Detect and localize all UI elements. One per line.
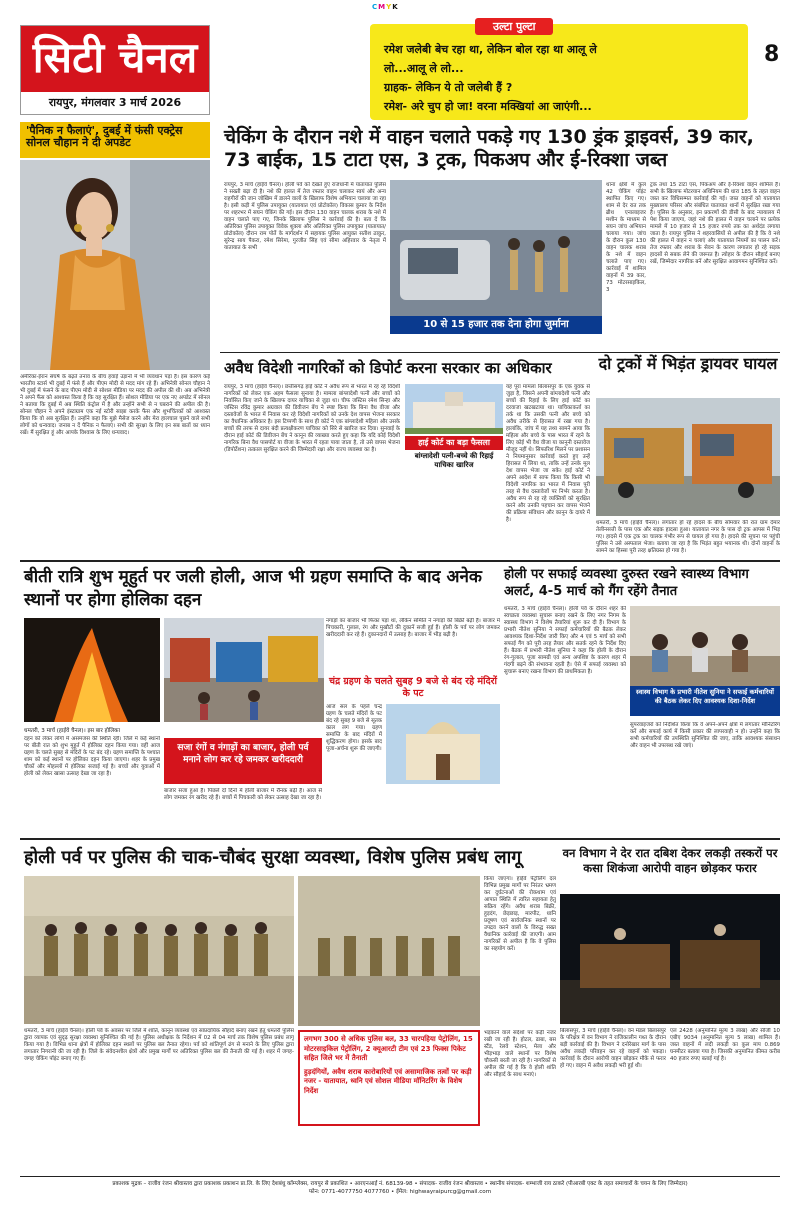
court-photo — [405, 384, 503, 434]
ulta-pulta-line-4: रमेश- अरे चुप हो जा! वरना मक्खियां आ जाएंगी... — [384, 100, 592, 113]
masthead-title: सिटी चैनल — [21, 26, 209, 92]
forest-body-right: एल 2428 (अनुमानित मूल्य 3 लाख) और सीजी 10 एबीए 9034 (अनुमानित मूल्य 5 लाख) शामिल हैं। जब्त वाहनों में लदी लकड़ी का कुल माप 0.869 घनमीटर बताया गया है। जिसकी अनुमानित कीमत करीब 40 हजार रुपए बताई गई है। — [670, 1028, 780, 1062]
checking-body-right: ट्रक तथा 15 टाटा एस, पिकअप और ई-रिक्शा वाहन शामिल हैं। सभी के खिलाफ मोटरयान अधिनियम की धारा 185 के तहत वाहन जब्त कर विधिसम्मत कार्रवाई की गई। जब्त वाहनों को यातायात मुख्यालय परिसर और संबंधित यातायात थानों में सुरक्षित रखा गया है। पुलिस के अनुसार, इन प्रकरणों की डीसी के बाद न्यायालय में पेश किया जाएगा, जहां नशे की हालत में वाहन चलाने पर प्रत्येक मामले में 10 हजार से 15 हजार रुपये तक का अर्थदंड लगाया जाता है। रायपुर पुलिस ने शहरवासियों से अपील की है कि वे नशे की हालत में वाहन न चलाएं और यातायात नियमों का पालन करें। तेज रफ्तार और शराब के सेवन के कारण लगातार हो रहे सड़क हादसों से सबक लेने की जरूरत है। त्योहार के दौरान सौहार्द बनाए रखें, जिम्मेदार नागरिक बनें और सुरक्षित आवागमन सुनिश्चित करें। — [650, 182, 780, 265]
holika-body-mid: नगाड़ों का बाजार भी फिका पड़ा था, लेकिन समिति ने नगाड़ों की बिक्री बढ़ी है। बाजार में पिचकारी, गुलाल, रंग और मुखौटों की दुकानें सजी हुई हैं। होली के पर्व पर लोग जमकर खरीददारी कर रहे हैं। दुकानदारों में उत्साह है। बाजार में भीड़ बढ़ी है। — [326, 618, 500, 638]
footer-line-1: प्रकाशक मुद्रक – राजीव रंजन श्रीवास्तव द्वारा प्रकाशक प्रकाशन प्रा.लि. के लिए देशबंधु कॉम्प्लेक्स, रायपुर से प्रकाशित • आरएनआई नं. 68139-98 • संपादक- राजीव रंजन श्रीवास्तव • स्थानीय संपादक- शम्भाजी राय ठाकरे (पीआरबी एक्ट के तहत समाचारों के चयन के लिए जिम्मेदार) — [112, 1181, 688, 1187]
holika-caption: धमतरी, 3 मार्च (हाईवे चैनल)। इस बार होलिका — [24, 728, 120, 734]
trucks-photo — [596, 398, 780, 516]
holika-headline: बीती रात्रि शुभ मूहुर्त पर जली होली, आज भी ग्रहण समाप्ति के बाद अनेक स्थानों पर होगा होलिका दहन — [24, 567, 482, 610]
court-banner — [405, 436, 503, 472]
forest-headline: वन विभाग ने देर रात दबिश देकर लकड़ी तस्करों पर कसा शिकंजा आरोपी वाहन छोड़कर फरार — [562, 846, 778, 875]
police-box-item-1: लगभग 300 से अधिक पुलिस बल, 33 चारपहिया पेट्रोलिंग, 15 मोटरसाइकिल पेट्रोलिंग, 2 क्यूआरटी टीम एवं 23 फिक्स पिकेट सहित जिले भर में तैनाती — [304, 1035, 473, 1062]
deport-headline: अवैध विदेशी नागरिकों को डिपोर्ट करना सरकार का अधिकार — [224, 359, 552, 377]
police-body-mid: भड़काने वाले संदेशों पर कड़ी नजर रखी जा रही है। होटल, ढाबा, बस स्टैंड, रेलवे स्टेशन, मेला और भीड़भाड़ वाले स्थानों पर विशेष चौकसी बरती जा रही है। नागरिकों से अपील की गई है कि वे होली शांति और सौहार्द के साथ मनाएं। — [484, 1030, 556, 1078]
cleanliness-body-left: धमतरी, 3 मार्च (हाईवे चैनल)। होली पर्व के दौरान शहर की स्वच्छता व्यवस्था सुचारू बनाए रखने के लिए नगर निगम के स्वास्थ्य विभाग ने विशेष तैयारियां शुरू कर दी हैं। विभाग के प्रभारी नीतेश सुनिया ने सफाई कर्मचारियों की बैठक लेकर आवश्यक दिशा-निर्देश जारी किए और 4 एवं 5 मार्च को सभी सफाई गैंग को पूरी तरह तैयार और सतर्क रहने के निर्देश दिए हैं। बैठक में प्रभारी नीतेश सुनिया ने कहा कि होली के दौरान रंग-गुलाल, पूजा सामग्री एवं अन्य अपशिष्ट के कारण शहर में गंदगी बढ़ने की संभावना रहती है। ऐसे में सफाई व्यवस्था को सुचारू बनाए रखना विभाग की प्राथमिकता है। — [504, 606, 626, 675]
trucks-body: धमतरी, 3 मार्च (हाईवे चैनल)। लगातार हो रहे हादसे के बीच सोमवार की रात ग्राम देमार तेलीनसत्ती के पास एक और सड़क हादसा हुआ। यातायात नगर के पास दो ट्रक आपस में भिड़ गए। हादसे में एक ट्रक का चालक गंभीर रूप से घायल हो गया है। हादसे की सूचना पर पहुंची पुलिस ने उसे अस्पताल भेजा। बताया जा रहा है कि भिड़ंत बहुत भयानक थी। दोनों वाहनों के सामने का हिस्सा पूरी तरह क्षतिग्रस्त हो गया है। — [596, 520, 780, 554]
checking-body-mid: थाना क्षेत्रों में कुल 42 चेकिंग पॉइंट स्थापित किए गए। शाम से देर रात तक ब्रीथ एनालाइजर मशीन के माध्यम से सघन जांच अभियान चलाया गया। जांच के दौरान कुल 130 वाहन चालक शराब के नशे में वाहन चलाते पाए गए। कार्रवाई में शामिल वाहनों में 39 कार, 73 मोटरसाइकिल, 3 — [606, 182, 646, 293]
police-photo — [24, 876, 294, 1024]
ulta-pulta-label: उल्टा पुल्टा — [475, 18, 553, 35]
ulta-pulta-line-1: रमेश जलेबी बेच रहा था, लेकिन बोल रहा था आलू ले — [384, 43, 597, 56]
masthead-dateline: रायपुर, मंगलवार 3 मार्च 2026 — [48, 96, 182, 109]
sonal-headline-box — [20, 122, 210, 158]
police-headline: होली पर्व पर पुलिस की चाक-चौबंद सुरक्षा व्यवस्था, विशेष पुलिस प्रबंध लागू — [24, 847, 522, 868]
divider — [20, 560, 780, 562]
court-banner-sub: बांग्लादेशी पत्नी-बच्चे की रिहाई याचिका खारिज — [414, 452, 494, 469]
footer-line-2: फोन: 0771-4077750 4077760 • ईमेल: highwayraipurcg@gmail.com — [308, 1189, 492, 1195]
police-photo-2 — [298, 876, 480, 1026]
holika-body-left: दहन को लेकर लोगों में असमंजस की स्थिति रही। जिले में कई स्थानों पर बीती रात को शुभ मुहूर्त में होलिका दहन किया गया। वहीं आज ग्रहण के चलते सुबह से मंदिरों के पट बंद रहे। ग्रहण समाप्ति के पश्चात शाम को कई स्थानों पर होलिका दहन किया जाएगा। शहर के प्रमुख चौकों और मोहल्लों में होलिका सजाई गई है। बच्चों और युवाओं में होली को लेकर खासा उत्साह देखा जा रहा है। — [24, 736, 160, 777]
sonal-body: अमेरिका-ईरान संघर्ष के बढ़ते तनाव के बीच हवाई उड़ानों में भी व्यवधान पड़ा है। इस कारण कई भारतीय स्टार्स भी दुबई में फंसे हैं और पीएम मोदी से मदद मांग रहे हैं। अभिनेत्री सोनल चौहान ने भी दुबई में फंसने के बाद पीएम मोदी से सोशल मीडिया पर मदद की अपील की थी। अब अभिनेत्री ने अपने फैंस को आश्वस्त किया है कि वह सुरक्षित हैं। सोशल मीडिया पर एक नए अपडेट में सोनल ने बताया कि दुबई में अब स्थिति कंट्रोल में है और उन्होंने सभी से न घबराने की अपील की है। सोनल चौहान ने अपने इंस्टाग्राम एक नई स्टोरी साझा करके फैंस और शुभचिंतकों को आश्वस्त किया कि वो अब सुरक्षित हैं। उन्होंने कहा कि मुझे मैसेज करने और मेरा हालचाल पूछने वाले सभी लोगों को धन्यवाद। जनाब न दें पैनिक न फैलाएं। सभी की सुरक्षा के लिए इन सब बातों का ध्यान रखें। मैं सुरक्षित हूं और आपके विश्वास के लिए धन्यवाद। — [20, 374, 210, 436]
page-number: 8 — [764, 42, 780, 67]
court-banner-title: हाई कोर्ट का बड़ा फैसला — [405, 436, 503, 450]
ulta-pulta-line-3: ग्राहक- लेकिन ये तो जलेबी हैं ? — [384, 81, 513, 94]
police-body-left: धमतरी, 3 मार्च (हाईवे चैनल)। होली पर्व के अवसर पर जिले में शांति, कानून व्यवस्था एवं सांप्रदायिक सौहार्द बनाए रखने हेतु धमतरी पुलिस द्वारा व्यापक एवं सुदृढ़ सुरक्षा व्यवस्था सुनिश्चित की गई है। पुलिस अधीक्षक के निर्देशन में 02 से 04 मार्च तक विशेष पुलिस प्रबंध लागू किया गया है। विभिन्न थाना क्षेत्रों में होलिका दहन स्थलों पर पुलिस बल तैनात रहेगा। पर्व को शांतिपूर्ण ढंग से मनाने के लिए पुलिस द्वारा लगातार निगरानी की जा रही है। जिले के संवेदनशील क्षेत्रों और प्रमुख मार्गों पर अतिरिक्त पुलिस बल की तैनाती की गई है। शहर में जगह-जगह चेकिंग पॉइंट बनाए गए हैं। — [24, 1028, 294, 1062]
divider — [220, 352, 780, 353]
deport-body-right: यह पूरा मामला बिलासपुर के एक युवक से जुड़ा है, जिसने अपनी बांग्लादेशी पत्नी और बच्चों की रिहाई के लिए हाई कोर्ट का दरवाजा खटखटाया था। याचिकाकर्ता का तर्क था कि उसकी पत्नी और बच्चे को अवैध तरीके से हिरासत में रखा गया है। हालांकि, जांच में यह तथ्य सामने आया कि महिला और बच्चे के पास भारत में रहने के लिए कोई भी वैध वीजा या कानूनी दस्तावेज मौजूद नहीं थे। सिफारिश मिलने पर प्रशासन ने नियमानुसार कार्रवाई करते हुए उन्हें हिरासत में लिया था, ताकि उन्हें उनके मूल देश वापस भेजा जा सके। हाई कोर्ट ने अपने आदेश में साफ किया कि किसी भी विदेशी नागरिक का भारत में निवास पूरी तरह से वैध दस्तावेजों पर निर्भर करता है। अवैध रूप से रह रहे व्यक्तियों को सुरक्षित करने और उनकी पहचान कर वापस भेजने की प्रक्रिया संविधान और कानून के दायरे में है। — [506, 384, 590, 523]
forest-body: बिलासपुर, 3 मार्च (हाईवे चैनल)। वन मंडल बिलासपुर के परिक्षेत्र में वन विभाग ने राजिकालीन गश्त के दौरान बड़ी कार्रवाई की है। विभाग ने दनोरेखार मार्ग के पास अवैध लकड़ी परिवहन कर रहे वाहनों को पकड़ा। कार्रवाई के दौरान आरोपी वाहन छोड़कर मौके से फरार हो गए। वाहन में अवैध लकड़ी भरी हुई थी। — [560, 1028, 666, 1069]
holika-fire-photo — [24, 618, 160, 722]
ulta-pulta-line-2: लो...आलू ले लो... — [384, 62, 464, 75]
temple-body: आज सल के पहले चन्द्र ग्रहण के चलते मंदिरों के पट बंद रहे सुबह 9 बजे से सूतक काल लग गया। ग्रहण समाप्ति के बाद मंदिरों में शुद्धिकरण होगा। इसके बाद पूजा-अर्चना शुरू की जाएगी। — [326, 704, 382, 752]
police-body-right: किया जाएगा। हाईवे पेट्रोलिंग दल विभिन्न प्रमुख मार्गों पर निरंतर भ्रमण कर दुर्घटनाओं की रोकथाम एवं आपात स्थिति में त्वरित सहायता हेतु सक्रिय रहेंगे। अवैध शराब बिक्री, हुड़दंग, छेड़छाड़, मारपीट, ध्वनि प्रदूषण एवं सार्वजनिक स्थानों पर उपद्रव करने वालों के विरुद्ध सख्त वैधानिक कार्रवाई की जाएगी। आम नागरिकों से अपील है कि वे पुलिस का सहयोग करें। — [484, 876, 556, 952]
holika-body-bottom: बाजार सजा हुआ है। पिछले दो दिनों में होली बाजार में रौनक बढ़ी है। आज से लोग जमकर रंग खरीद रहे हैं। बच्चों में पिचकारी को लेकर उत्साह देखा जा रहा है। — [164, 788, 322, 801]
cmyk-k: K — [392, 3, 399, 11]
cmyk-y: Y — [386, 3, 393, 11]
holi-callout: सजा रंगों व नंगाड़ों का बाजार, होली पर्व मनाने लोग कर रहे जमकर खरीददारी — [164, 738, 322, 784]
checking-headline: चेकिंग के दौरान नशे में वाहन चलाते पकड़े गए 130 ड्रंक ड्राइवर्स, 39 कार, 73 बाईक, 15 टाटा एस, 3 ट्रक, पिकअप और ई-रिक्शा जब्त — [224, 126, 754, 171]
meeting-photo — [630, 606, 780, 686]
ulta-pulta-box — [370, 20, 748, 120]
sonal-headline: 'पैनिक न फैलाएं', दुबई में फंसी एक्ट्रेस सोनल चौहान ने दी अपडेट — [26, 124, 183, 150]
trucks-headline: दो ट्रकों में भिड़ंत ड्रायवर घायल — [598, 354, 778, 373]
cleanliness-body-right: सुपरवाइजरों को निर्देशित किया कि वे अपने-अपने क्षेत्रों में लगातार मॉनिटरिंग करें और सफाई कार्य में किसी प्रकार की लापरवाही न हो। उन्होंने कहा कि सभी कर्मचारियों की उपस्थिति सुनिश्चित की जाए, ताकि आवश्यक संसाधन और वाहन भी उपलब्ध रखे जाएं। — [630, 722, 780, 749]
checking-photo — [390, 180, 602, 334]
temple-photo — [386, 704, 500, 784]
cmyk-c: C — [372, 3, 379, 11]
fine-banner: 10 से 15 हजार तक देना होगा जुर्माना — [390, 316, 602, 334]
divider — [20, 838, 780, 840]
market-photo — [164, 618, 324, 722]
temple-heading: चंद्र ग्रहण के चलते सुबह 9 बजे से बंद रहे मंदिरों के पट — [329, 676, 497, 699]
police-box — [298, 1030, 480, 1126]
checking-body-left: रायपुर, 3 मार्च (हाईवे चैनल)। होली पर्व को देखते हुए राजधानी में यातायात पुलिस ने सख्ती बढ़ा दी है। नशे की हालत में तेज रफ्तार वाहन चलाकर स्वयं और अन्य राहगीरों की जान जोखिम में डालने वालों के खिलाफ विशेष अभियान चलाया जा रहा है। इसी कड़ी में पुलिस उपायुक्त (यातायात एवं प्रोटोकॉल) विकास कुमार के निर्देश पर शहरभर में सघन चेकिंग की गई। इस दौरान 130 वाहन चालक शराब के नशे में वाहन चलाते पाए गए, जिनके खिलाफ पुलिस ने कार्रवाई की है। बता दें कि अतिरिक्त पुलिस उपायुक्त विवेक शुक्ला और अतिरिक्त पुलिस उपायुक्त (यातायात/प्रोटोकॉल) दौरान राम पोर्ते के मार्गदर्शन में सहायक पुलिस आयुक्त सतीश ठाकुर, सुरेन्द्र साय पैकरा, रमेश सिरेमा, गुरजीत सिंह एवं सीमा अहिरवार के नेतृत्व में यातायात के सभी — [224, 182, 386, 251]
divider — [20, 1176, 780, 1177]
meeting-caption: स्वास्थ विभाग के प्रभारी नीतेश सुनिया ने सफाई कर्मचारियों की बैठक लेकर दिए आवश्यक दिशा-निर्देश — [630, 686, 780, 716]
deport-body-left: रायपुर, 3 मार्च (हाईवे चैनल)। छत्तीसगढ़ हाई कोर्ट ने अवैध रूप से भारत में रह रहे विदेशी नागरिकों को लेकर एक अहम फैसला सुनाया है। मामला बांग्लादेशी पत्नी और बच्चों को निर्वासित किए जाने के खिलाफ दायर याचिका से जुड़ा था। चीफ जस्टिस रमेश सिन्हा और जस्टिस रविंद्र कुमार अग्रवाल की डिवीजन बेंच ने स्पष्ट किया कि बिना वैध वीजा और दस्तावेजों के भारत में निवास कर रहे विदेशी नागरिकों को उनके देश वापस भेजना सरकार का वैधानिक अधिकार है। इस टिप्पणी के साथ ही कोर्ट ने एक बांग्लादेशी महिला और उसके बच्चों की तरफ से दायर बंदी प्रत्यक्षीकरण याचिका को सिरे से खारिज कर दिया। सुनवाई के दौरान हाई कोर्ट की डिवीजन बेंच ने कानून की व्याख्या करते हुए कहा कि यदि कोई विदेशी नागरिक बिना वैध पासपोर्ट या वीजा के भारत में रहता पाया जाता है, तो उसे वापस भेजना (डिपोर्टेशन) तत्काल सुरक्षित करने की जिम्मेदारी रक्षा और राज्य व्यवस्था का है। — [224, 384, 400, 453]
cmyk-marks — [372, 3, 399, 11]
police-box-item-2: हुड़दंगियों, अवैध शराब कारोबारियों एवं असामाजिक तत्वों पर कड़ी नजर - यातायात, ध्वनि एवं सोशल मीडिया मॉनिटरिंग के विशेष निर्देश — [304, 1067, 472, 1095]
masthead — [20, 25, 210, 115]
cmyk-m: M — [378, 3, 387, 11]
cleanliness-headline: होली पर सफाई व्यवस्था दुरुस्त रखने स्वास्थ्य विभाग अलर्ट, 4-5 मार्च को गैंग रहेंगे तैनात — [504, 567, 749, 599]
footer — [20, 1180, 780, 1196]
forest-photo — [560, 894, 780, 1024]
sonal-photo — [20, 160, 210, 370]
